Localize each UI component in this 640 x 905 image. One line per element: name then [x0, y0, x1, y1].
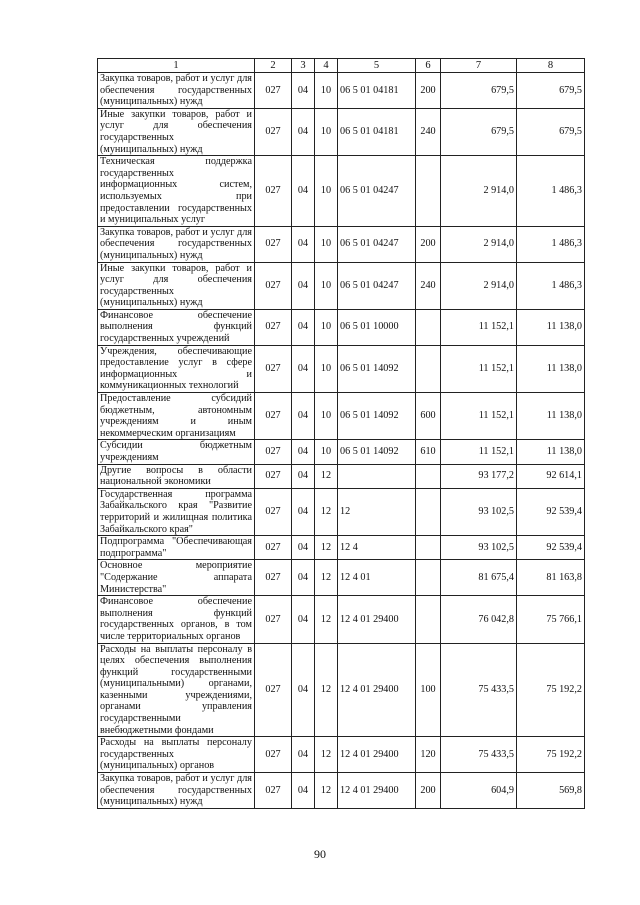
- amount-cell-1: 81 675,4: [441, 560, 517, 596]
- code-cell: 027: [255, 464, 292, 488]
- amount-cell-2: 679,5: [517, 73, 585, 109]
- subsection-cell: 10: [315, 393, 338, 440]
- subsection-cell: 12: [315, 773, 338, 809]
- row-name-cell: Иные закупки товаров, работ и услуг для обеспечения государственных (муниципальных) нужд: [98, 262, 255, 309]
- subsection-cell: 10: [315, 440, 338, 464]
- row-name-cell: Расходы на выплаты персоналу государственных (муниципальных) органов: [98, 737, 255, 773]
- amount-cell-2: 92 614,1: [517, 464, 585, 488]
- expense-type-cell: 120: [416, 737, 441, 773]
- amount-cell-1: 2 914,0: [441, 156, 517, 227]
- section-cell: 04: [292, 643, 315, 737]
- amount-cell-1: 75 433,5: [441, 737, 517, 773]
- section-cell: 04: [292, 156, 315, 227]
- budget-table: [97, 58, 585, 809]
- expense-type-cell: [416, 560, 441, 596]
- section-cell: 04: [292, 464, 315, 488]
- target-article-cell: 06 5 01 04247: [338, 156, 416, 227]
- table-row: [98, 560, 585, 596]
- amount-cell-1: 93 177,2: [441, 464, 517, 488]
- table-row: [98, 773, 585, 809]
- target-article-cell: 12 4: [338, 536, 416, 560]
- amount-cell-2: 1 486,3: [517, 262, 585, 309]
- row-name-cell: Финансовое обеспечение выполнения функций государственных учреждений: [98, 309, 255, 345]
- amount-cell-2: 1 486,3: [517, 156, 585, 227]
- row-name-cell: Закупка товаров, работ и услуг для обеспечения государственных (муниципальных) нужд: [98, 73, 255, 109]
- code-cell: 027: [255, 536, 292, 560]
- target-article-cell: 06 5 01 04181: [338, 73, 416, 109]
- section-cell: 04: [292, 440, 315, 464]
- row-name-cell: Техническая поддержка государственных информационных систем, используемых при предоставлении государственных и муниципальных услуг: [98, 156, 255, 227]
- column-header-8: 8: [517, 59, 585, 73]
- target-article-cell: 06 5 01 14092: [338, 440, 416, 464]
- amount-cell-1: 93 102,5: [441, 488, 517, 535]
- amount-cell-2: 75 192,2: [517, 643, 585, 737]
- amount-cell-2: 11 138,0: [517, 393, 585, 440]
- expense-type-cell: [416, 156, 441, 227]
- code-cell: 027: [255, 560, 292, 596]
- section-cell: 04: [292, 596, 315, 643]
- amount-cell-2: 11 138,0: [517, 309, 585, 345]
- section-cell: 04: [292, 226, 315, 262]
- code-cell: 027: [255, 440, 292, 464]
- amount-cell-2: 81 163,8: [517, 560, 585, 596]
- subsection-cell: 10: [315, 73, 338, 109]
- section-cell: 04: [292, 773, 315, 809]
- target-article-cell: 06 5 01 10000: [338, 309, 416, 345]
- section-cell: 04: [292, 737, 315, 773]
- section-cell: 04: [292, 536, 315, 560]
- amount-cell-1: 11 152,1: [441, 393, 517, 440]
- row-name-cell: Учреждения, обеспечивающие предоставление услуг в сфере информационных и коммуникационных технологий: [98, 345, 255, 392]
- table-row: [98, 345, 585, 392]
- column-header-2: 2: [255, 59, 292, 73]
- amount-cell-1: 76 042,8: [441, 596, 517, 643]
- amount-cell-1: 604,9: [441, 773, 517, 809]
- section-cell: 04: [292, 262, 315, 309]
- table-row: [98, 73, 585, 109]
- table-row: [98, 464, 585, 488]
- amount-cell-2: 11 138,0: [517, 440, 585, 464]
- expense-type-cell: [416, 596, 441, 643]
- section-cell: 04: [292, 73, 315, 109]
- code-cell: 027: [255, 156, 292, 227]
- table-row: [98, 737, 585, 773]
- expense-type-cell: [416, 309, 441, 345]
- subsection-cell: 10: [315, 108, 338, 155]
- target-article-cell: 06 5 01 14092: [338, 393, 416, 440]
- code-cell: 027: [255, 596, 292, 643]
- target-article-cell: 06 5 01 04247: [338, 262, 416, 309]
- code-cell: 027: [255, 643, 292, 737]
- expense-type-cell: [416, 345, 441, 392]
- subsection-cell: 10: [315, 309, 338, 345]
- amount-cell-2: 75 192,2: [517, 737, 585, 773]
- table-body: [98, 73, 585, 809]
- target-article-cell: 12: [338, 488, 416, 535]
- section-cell: 04: [292, 488, 315, 535]
- section-cell: 04: [292, 309, 315, 345]
- expense-type-cell: 200: [416, 73, 441, 109]
- table-row: [98, 596, 585, 643]
- subsection-cell: 12: [315, 464, 338, 488]
- code-cell: 027: [255, 488, 292, 535]
- target-article-cell: 06 5 01 04247: [338, 226, 416, 262]
- expense-type-cell: 100: [416, 643, 441, 737]
- amount-cell-1: 11 152,1: [441, 309, 517, 345]
- row-name-cell: Субсидии бюджетным учреждениям: [98, 440, 255, 464]
- amount-cell-2: 569,8: [517, 773, 585, 809]
- code-cell: 027: [255, 73, 292, 109]
- column-header-4: 4: [315, 59, 338, 73]
- column-header-5: 5: [338, 59, 416, 73]
- row-name-cell: Иные закупки товаров, работ и услуг для обеспечения государственных (муниципальных) нужд: [98, 108, 255, 155]
- expense-type-cell: [416, 464, 441, 488]
- expense-type-cell: 200: [416, 773, 441, 809]
- row-name-cell: Другие вопросы в области национальной экономики: [98, 464, 255, 488]
- section-cell: 04: [292, 393, 315, 440]
- amount-cell-2: 75 766,1: [517, 596, 585, 643]
- expense-type-cell: [416, 488, 441, 535]
- target-article-cell: 12 4 01 29400: [338, 596, 416, 643]
- section-cell: 04: [292, 108, 315, 155]
- section-cell: 04: [292, 345, 315, 392]
- table-row: [98, 108, 585, 155]
- subsection-cell: 10: [315, 262, 338, 309]
- expense-type-cell: 610: [416, 440, 441, 464]
- row-name-cell: Предоставление субсидий бюджетным, автономным учреждениям и иным некоммерческим организациям: [98, 393, 255, 440]
- row-name-cell: Подпрограмма "Обеспечивающая подпрограмма": [98, 536, 255, 560]
- code-cell: 027: [255, 773, 292, 809]
- row-name-cell: Государственная программа Забайкальского края "Развитие территорий и жилищная политика Забайкальского края": [98, 488, 255, 535]
- subsection-cell: 10: [315, 226, 338, 262]
- amount-cell-1: 11 152,1: [441, 440, 517, 464]
- amount-cell-1: 93 102,5: [441, 536, 517, 560]
- column-header-3: 3: [292, 59, 315, 73]
- row-name-cell: Финансовое обеспечение выполнения функций государственных органов, в том числе территориальных органов: [98, 596, 255, 643]
- expense-type-cell: 200: [416, 226, 441, 262]
- table-row: [98, 156, 585, 227]
- amount-cell-2: 92 539,4: [517, 488, 585, 535]
- table-row: [98, 488, 585, 535]
- code-cell: 027: [255, 108, 292, 155]
- subsection-cell: 12: [315, 737, 338, 773]
- column-header-6: 6: [416, 59, 441, 73]
- subsection-cell: 10: [315, 156, 338, 227]
- amount-cell-2: 1 486,3: [517, 226, 585, 262]
- code-cell: 027: [255, 262, 292, 309]
- row-name-cell: Основное мероприятие "Содержание аппарата Министерства": [98, 560, 255, 596]
- amount-cell-2: 11 138,0: [517, 345, 585, 392]
- table-row: [98, 309, 585, 345]
- page-number: 90: [314, 847, 326, 861]
- target-article-cell: 12 4 01: [338, 560, 416, 596]
- subsection-cell: 12: [315, 536, 338, 560]
- target-article-cell: 12 4 01 29400: [338, 737, 416, 773]
- target-article-cell: 12 4 01 29400: [338, 643, 416, 737]
- amount-cell-1: 75 433,5: [441, 643, 517, 737]
- target-article-cell: 06 5 01 14092: [338, 345, 416, 392]
- table-row: [98, 262, 585, 309]
- row-name-cell: Закупка товаров, работ и услуг для обеспечения государственных (муниципальных) нужд: [98, 773, 255, 809]
- subsection-cell: 12: [315, 560, 338, 596]
- code-cell: 027: [255, 737, 292, 773]
- expense-type-cell: 240: [416, 262, 441, 309]
- subsection-cell: 12: [315, 596, 338, 643]
- amount-cell-1: 2 914,0: [441, 262, 517, 309]
- row-name-cell: Закупка товаров, работ и услуг для обеспечения государственных (муниципальных) нужд: [98, 226, 255, 262]
- section-cell: 04: [292, 560, 315, 596]
- subsection-cell: 12: [315, 643, 338, 737]
- expense-type-cell: 240: [416, 108, 441, 155]
- target-article-cell: 06 5 01 04181: [338, 108, 416, 155]
- table-row: [98, 536, 585, 560]
- table-header-row: [98, 59, 585, 73]
- column-header-7: 7: [441, 59, 517, 73]
- table-row: [98, 226, 585, 262]
- subsection-cell: 10: [315, 345, 338, 392]
- code-cell: 027: [255, 393, 292, 440]
- amount-cell-1: 679,5: [441, 108, 517, 155]
- amount-cell-1: 2 914,0: [441, 226, 517, 262]
- expense-type-cell: 600: [416, 393, 441, 440]
- row-name-cell: Расходы на выплаты персоналу в целях обеспечения выполнения функций государственными (муниципальными) органами, казенными учреждениями, органами управления государственными внебюджетными фондами: [98, 643, 255, 737]
- column-header-1: 1: [98, 59, 255, 73]
- expense-type-cell: [416, 536, 441, 560]
- amount-cell-1: 679,5: [441, 73, 517, 109]
- code-cell: 027: [255, 345, 292, 392]
- amount-cell-2: 679,5: [517, 108, 585, 155]
- code-cell: 027: [255, 226, 292, 262]
- subsection-cell: 12: [315, 488, 338, 535]
- table-row: [98, 440, 585, 464]
- amount-cell-2: 92 539,4: [517, 536, 585, 560]
- amount-cell-1: 11 152,1: [441, 345, 517, 392]
- target-article-cell: 12 4 01 29400: [338, 773, 416, 809]
- target-article-cell: [338, 464, 416, 488]
- code-cell: 027: [255, 309, 292, 345]
- table-row: [98, 393, 585, 440]
- table-row: [98, 643, 585, 737]
